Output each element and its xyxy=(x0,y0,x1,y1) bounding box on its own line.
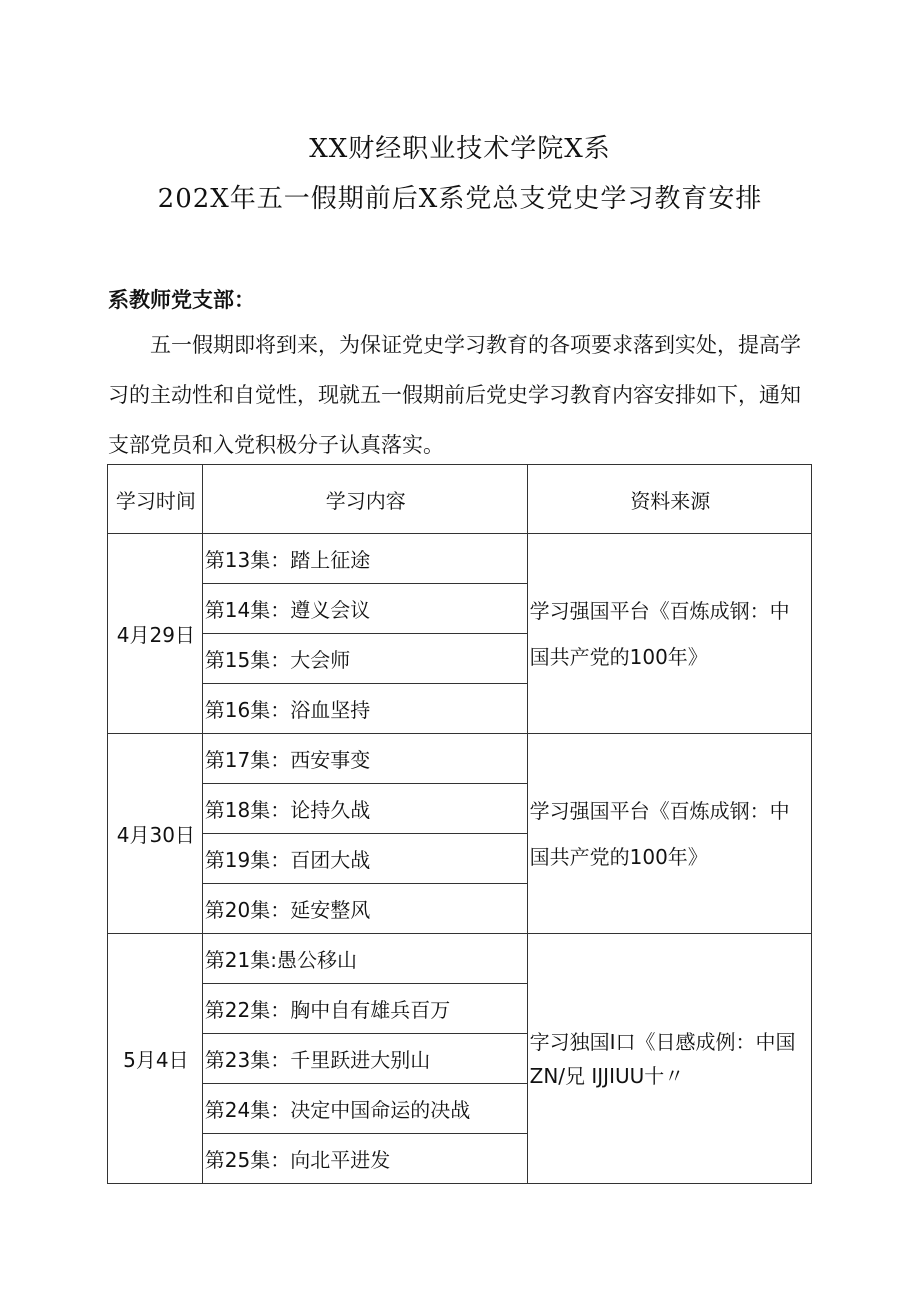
episode-cell: 第16集：浴血坚持 xyxy=(202,684,527,734)
intro-text: 五一假期即将到来，为保证党史学习教育的各项要求落到实处，提高学习的主动性和自觉性，现就五一假期前后党史学习教育内容安排如下，通知支部党员和入党积极分子认真落实。 xyxy=(108,333,801,457)
episode-cell: 第17集：西安事变 xyxy=(202,734,527,784)
date-cell: 4月30日 xyxy=(108,734,203,934)
document-title-line1: XX财经职业技术学院X系 xyxy=(309,134,611,164)
salutation: 系教师党支部： xyxy=(108,288,255,312)
date-cell: 5月4日 xyxy=(108,934,203,1184)
episode-cell: 第14集：遵义会议 xyxy=(202,584,527,634)
episode-cell: 第15集：大会师 xyxy=(202,634,527,684)
source-cell xyxy=(527,934,811,1184)
episode-cell: 第22集：胸中自有雄兵百万 xyxy=(202,984,527,1034)
table-header-row xyxy=(108,465,812,534)
header-content: 学习内容 xyxy=(202,465,527,534)
episode-cell: 第18集：论持久战 xyxy=(202,784,527,834)
episode-cell: 第23集：千里跃进大别山 xyxy=(202,1034,527,1084)
episode-cell: 第13集：踏上征途 xyxy=(202,534,527,584)
source-cell: 学习强国平台《百炼成钢：中国共产党的100年》 xyxy=(527,734,811,934)
table-row xyxy=(108,934,812,984)
episode-cell: 第21集:愚公移山 xyxy=(202,934,527,984)
header-time: 学习时间 xyxy=(108,465,203,534)
table-row xyxy=(108,534,812,584)
date-cell: 4月29日 xyxy=(108,534,203,734)
schedule-table xyxy=(107,464,812,1184)
episode-cell: 第25集：向北平进发 xyxy=(202,1134,527,1184)
intro-paragraph xyxy=(108,320,808,470)
source-line: ZN/兄 IJJIUU十〃 xyxy=(529,1063,685,1088)
document-title-line2: 202X年五一假期前后X系党总支党史学习教育安排 xyxy=(157,184,763,214)
header-source: 资料来源 xyxy=(527,465,811,534)
source-cell: 学习强国平台《百炼成钢：中国共产党的100年》 xyxy=(527,534,811,734)
source-line: 字习独国I口《日感成例：中国 xyxy=(529,1029,796,1054)
episode-cell: 第20集：延安整风 xyxy=(202,884,527,934)
episode-cell: 第24集：决定中国命运的决战 xyxy=(202,1084,527,1134)
episode-cell: 第19集：百团大战 xyxy=(202,834,527,884)
table-row xyxy=(108,734,812,784)
